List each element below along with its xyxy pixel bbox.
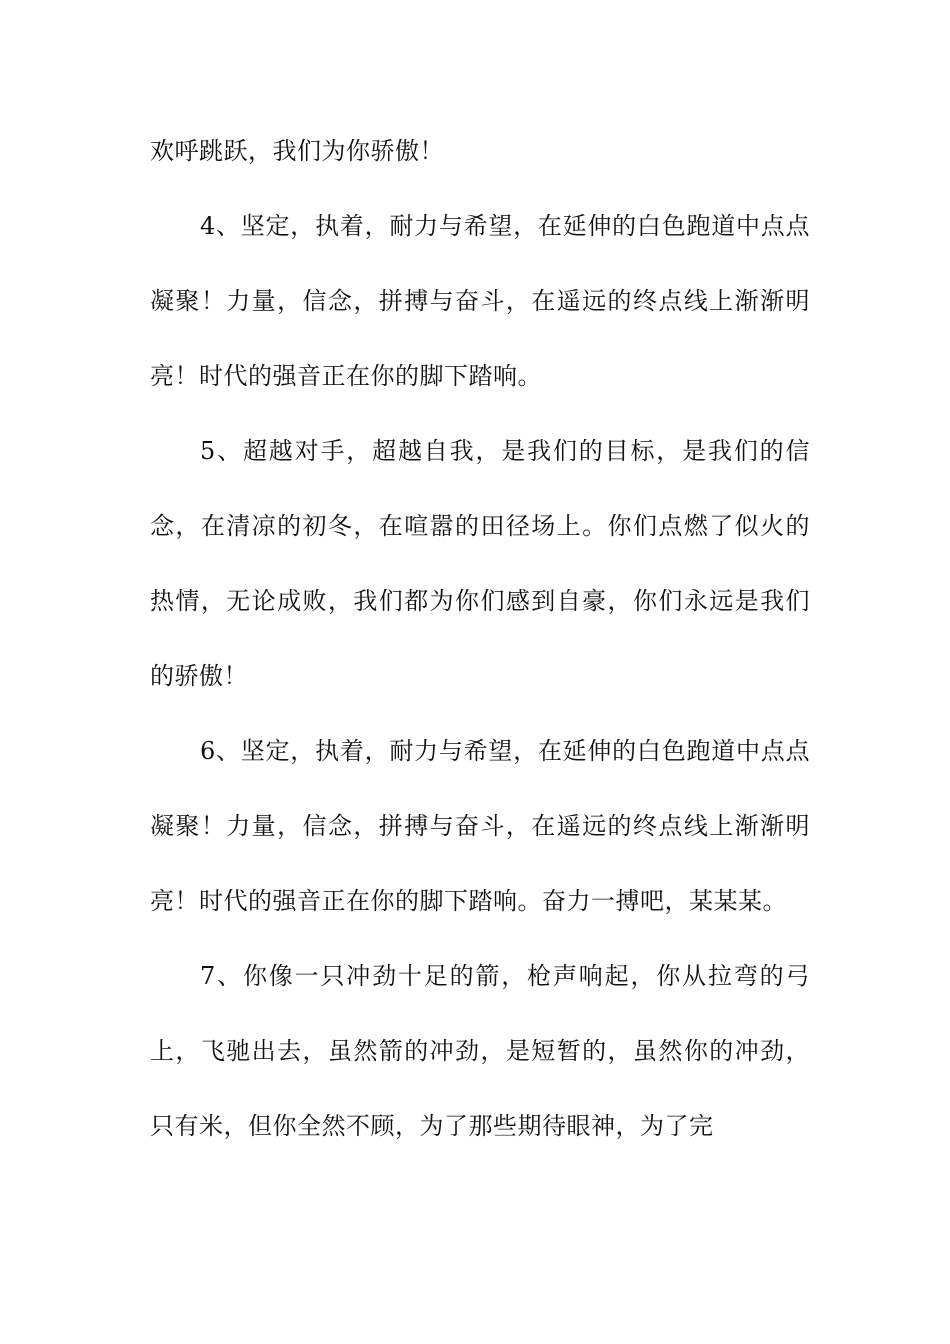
document-body: [150, 114, 810, 1164]
paragraph-item-7: 7、你像一只冲劲十足的箭，枪声响起，你从拉弯的弓上，飞驰出去，虽然箭的冲劲，是短暂的，虽然你的冲劲，只有米，但你全然不顾，为了那些期待眼神，为了完: [150, 962, 810, 1140]
paragraph-item-5: 5、超越对手，超越自我，是我们的目标，是我们的信念，在清凉的初冬，在喧嚣的田径场上。你们点燃了似火的热情，无论成败，我们都为你们感到自豪，你们永远是我们的骄傲！: [150, 437, 810, 690]
paragraph-continuation: 欢呼跳跃，我们为你骄傲！: [150, 137, 444, 165]
paragraph-item-4: 4、坚定，执着，耐力与希望，在延伸的白色跑道中点点凝聚！力量，信念，拼搏与奋斗，在遥远的终点线上渐渐明亮！时代的强音正在你的脚下踏响。: [150, 212, 810, 390]
paragraph-item-6: 6、坚定，执着，耐力与希望，在延伸的白色跑道中点点凝聚！力量，信念，拼搏与奋斗，在遥远的终点线上渐渐明亮！时代的强音正在你的脚下踏响。奋力一搏吧，某某某。: [150, 737, 810, 915]
